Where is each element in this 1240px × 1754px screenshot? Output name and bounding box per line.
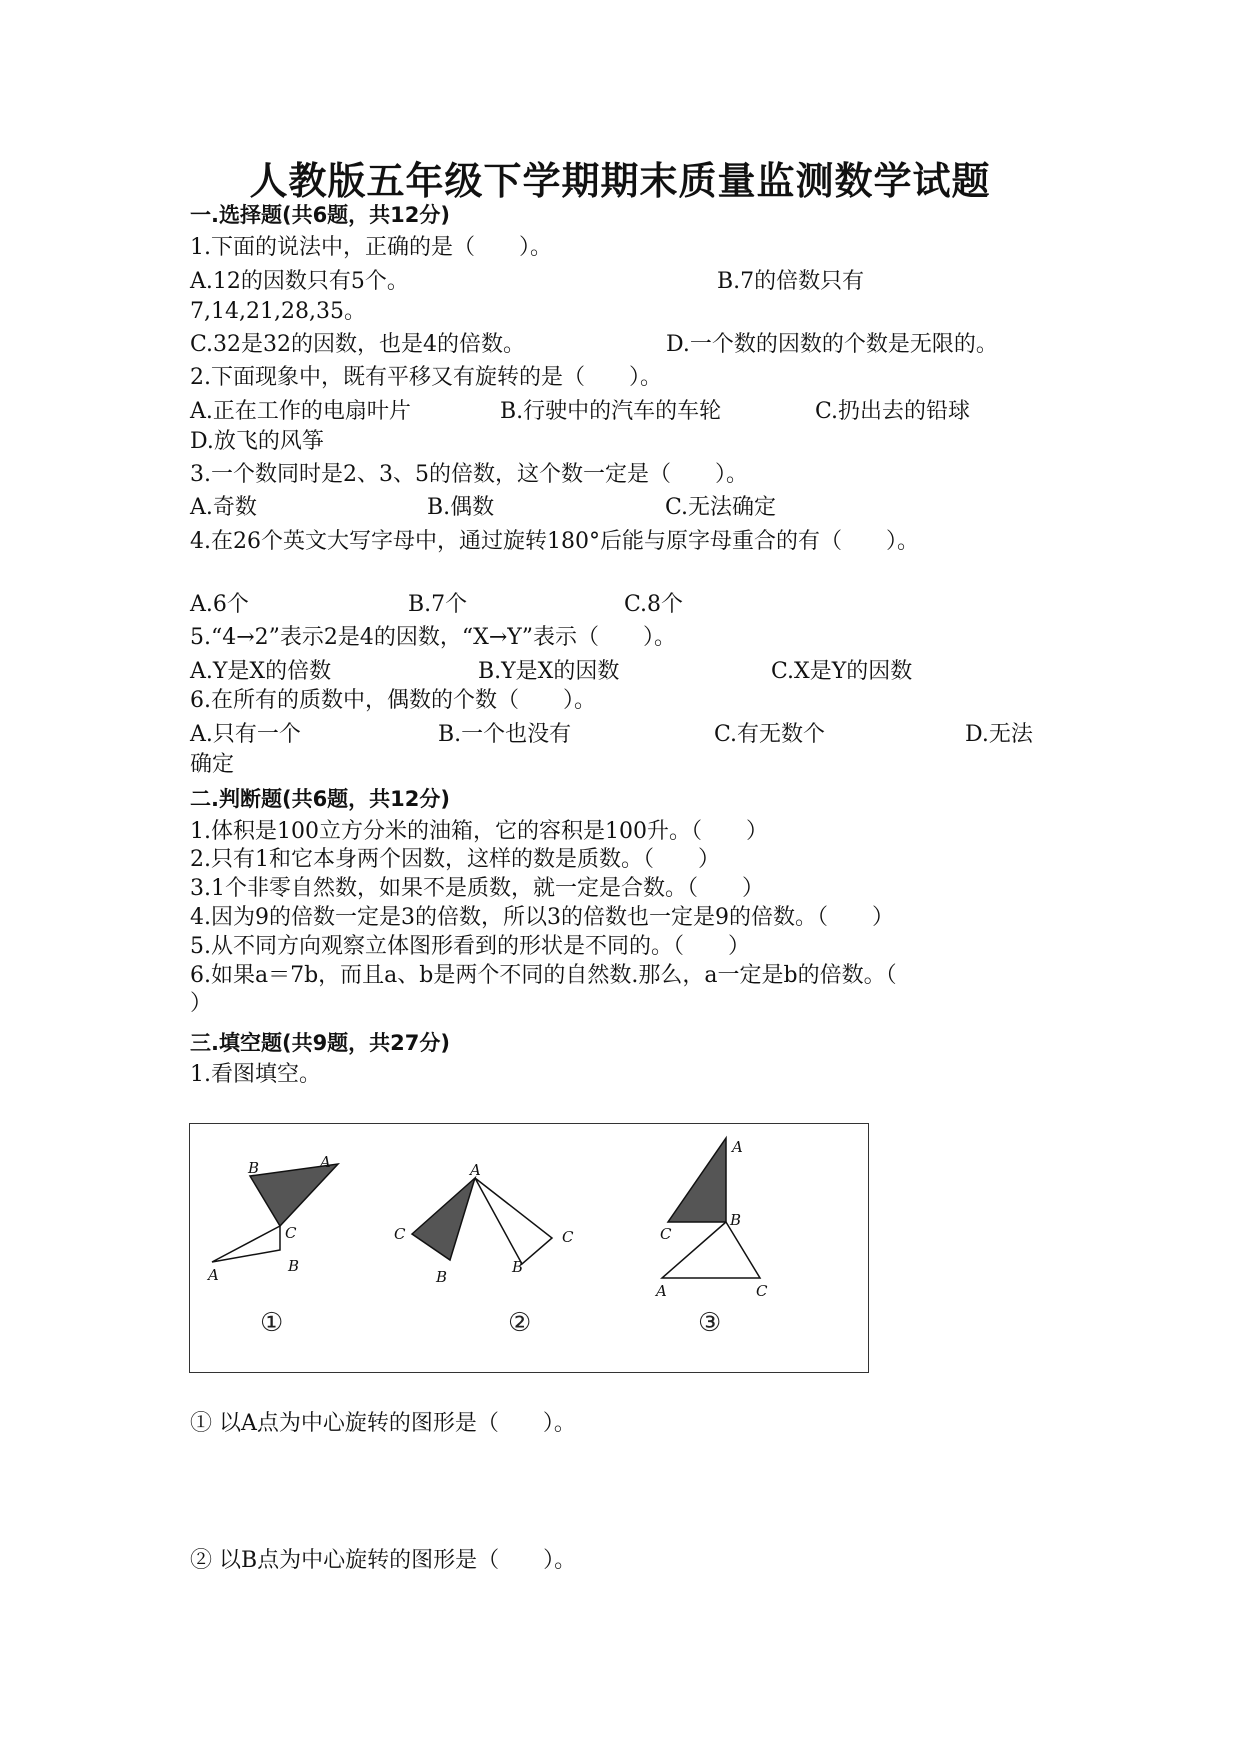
fill-q1-stem: 1.看图填空。	[190, 1062, 321, 1087]
q3-stem: 3.一个数同时是2、3、5的倍数，这个数一定是（ ）。	[190, 462, 748, 487]
fig1-label-b-bottom: B	[288, 1257, 300, 1275]
rotation-figure-drawing	[190, 1124, 868, 1372]
rotation-figure	[189, 1123, 869, 1373]
judge-q3: 3.1个非零自然数，如果不是质数，就一定是合数。（ ）	[190, 876, 764, 901]
q2-option-d: D.放飞的风筝	[190, 429, 324, 454]
q2-option-a: A.正在工作的电扇叶片	[190, 399, 411, 424]
q6-option-d: D.无法	[965, 722, 1033, 747]
q4-option-c: C.8个	[624, 592, 684, 617]
fig2-label-b-right: B	[512, 1258, 524, 1276]
q2-option-c: C.扔出去的铅球	[815, 399, 971, 424]
fig3-label-c-bottom: C	[756, 1282, 768, 1300]
judge-q2: 2.只有1和它本身两个因数，这样的数是质数。（ ）	[190, 847, 720, 872]
fig3-label-c-top: C	[660, 1225, 672, 1243]
judge-q4: 4.因为9的倍数一定是3的倍数，所以3的倍数也一定是9的倍数。（ ）	[190, 905, 894, 930]
judge-q6-cont: ）	[190, 991, 213, 1016]
q1-option-a: A.12的因数只有5个。	[190, 269, 409, 294]
q5-option-c: C.X是Y的因数	[771, 659, 913, 684]
page-title: 人教版五年级下学期期末质量监测数学试题	[249, 158, 991, 203]
judge-q1: 1.体积是100立方分米的油箱，它的容积是100升。（ ）	[190, 819, 768, 844]
fig3-label-a-bottom: A	[656, 1282, 667, 1300]
q5-option-a: A.Y是X的倍数	[190, 659, 332, 684]
fig1-label-a-top: A	[320, 1153, 331, 1171]
q2-stem: 2.下面现象中，既有平移又有旋转的是（ ）。	[190, 365, 662, 390]
fill-q1-sub2: ② 以B点为中心旋转的图形是（ ）。	[190, 1548, 577, 1573]
q2-option-b: B.行驶中的汽车的车轮	[500, 399, 722, 424]
section-1-heading: 一.选择题(共6题，共12分)	[190, 203, 451, 227]
q1-option-d: D.一个数的因数的个数是无限的。	[666, 332, 998, 357]
fill-q1-sub1: ① 以A点为中心旋转的图形是（ ）。	[190, 1411, 576, 1436]
figure-3-outline-triangle	[662, 1222, 760, 1278]
q6-stem: 6.在所有的质数中，偶数的个数（ ）。	[190, 688, 596, 713]
figure-2-shaded-triangle	[412, 1178, 475, 1260]
fig3-label-b: B	[730, 1211, 742, 1229]
q3-option-a: A.奇数	[190, 495, 257, 520]
section-2-heading: 二.判断题(共6题，共12分)	[190, 787, 451, 811]
q6-option-a: A.只有一个	[190, 722, 301, 747]
figure-3	[654, 1138, 768, 1338]
fig2-label-c-right: C	[562, 1228, 574, 1246]
q1-option-b: B.7的倍数只有	[717, 269, 865, 294]
q3-option-c: C.无法确定	[665, 495, 777, 520]
judge-q5: 5.从不同方向观察立体图形看到的形状是不同的。（ ）	[190, 934, 750, 959]
fig3-label-a-top: A	[732, 1138, 743, 1156]
figure-2	[394, 1161, 574, 1338]
q3-option-b: B.偶数	[427, 495, 495, 520]
q6-option-b: B.一个也没有	[438, 722, 572, 747]
q5-option-b: B.Y是X的因数	[478, 659, 620, 684]
fig2-label-c-left: C	[394, 1225, 406, 1243]
judge-q6: 6.如果a＝7b，而且a、b是两个不同的自然数.那么，a一定是b的倍数。（	[190, 963, 897, 988]
q4-option-b: B.7个	[408, 592, 468, 617]
q6-option-d-cont: 确定	[190, 752, 235, 777]
figure-1	[206, 1153, 338, 1338]
figure-1-number: ①	[260, 1308, 284, 1338]
fig1-label-c: C	[285, 1224, 297, 1242]
fig1-label-b-top: B	[248, 1159, 260, 1177]
figure-1-shaded-triangle	[250, 1164, 338, 1226]
fig2-label-b-left: B	[436, 1268, 448, 1286]
fig1-label-a-bottom: A	[208, 1266, 219, 1284]
q1-stem: 1.下面的说法中，正确的是（ ）。	[190, 235, 552, 260]
q6-option-c: C.有无数个	[714, 722, 826, 747]
fig2-label-a: A	[470, 1161, 481, 1179]
figure-2-number: ②	[508, 1308, 532, 1338]
figure-2-outline-triangle	[475, 1178, 552, 1264]
figure-3-number: ③	[698, 1308, 722, 1338]
q4-stem: 4.在26个英文大写字母中，通过旋转180°后能与原字母重合的有（ ）。	[190, 529, 919, 554]
q1-option-b-cont: 7,14,21,28,35。	[190, 299, 366, 324]
figure-3-shaded-triangle	[668, 1138, 726, 1222]
q1-option-c: C.32是32的因数，也是4的倍数。	[190, 332, 526, 357]
figure-1-outline-triangle	[212, 1226, 280, 1262]
q5-stem: 5.“4→2”表示2是4的因数，“X→Y”表示（ ）。	[190, 625, 677, 650]
section-3-heading: 三.填空题(共9题，共27分)	[190, 1031, 451, 1055]
q4-option-a: A.6个	[190, 592, 249, 617]
